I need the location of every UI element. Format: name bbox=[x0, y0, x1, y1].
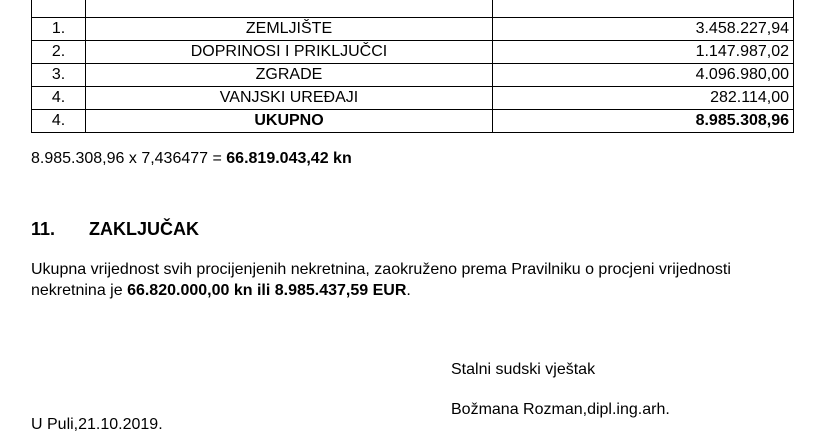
section-title: ZAKLJUČAK bbox=[89, 219, 199, 239]
conclusion-end: . bbox=[406, 282, 411, 299]
cell-value: 282.114,00 bbox=[493, 87, 794, 110]
cell-num: 3. bbox=[32, 64, 86, 87]
table-row bbox=[32, 87, 794, 110]
cell-desc: DOPRINOSI I PRIKLJUČCI bbox=[86, 41, 493, 64]
conversion-calculation bbox=[31, 150, 352, 168]
section-heading bbox=[31, 219, 199, 240]
expert-title: Stalni sudski vještak bbox=[451, 361, 596, 378]
conclusion-paragraph bbox=[31, 259, 791, 301]
cost-summary-table bbox=[31, 0, 794, 133]
table-row bbox=[32, 0, 794, 18]
expert-name: Božmana Rozman,dipl.ing.arh. bbox=[451, 401, 670, 418]
cell-num: 2. bbox=[32, 41, 86, 64]
cell-value: 4.096.980,00 bbox=[493, 64, 794, 87]
calc-result: 66.819.043,42 kn bbox=[226, 150, 352, 167]
cell-num: 1. bbox=[32, 18, 86, 41]
table-total-row bbox=[32, 110, 794, 133]
cell-desc bbox=[86, 0, 493, 18]
cell-value: 3.458.227,94 bbox=[493, 18, 794, 41]
cell-desc: UKUPNO bbox=[86, 110, 493, 133]
cell-desc: ZEMLJIŠTE bbox=[86, 18, 493, 41]
cell-value: 8.985.308,96 bbox=[493, 110, 794, 133]
conclusion-value: 66.820.000,00 kn ili 8.985.437,59 EUR bbox=[127, 282, 407, 299]
section-number: 11. bbox=[31, 219, 56, 239]
cell-desc: VANJSKI UREĐAJI bbox=[86, 87, 493, 110]
calc-expression: 8.985.308,96 x 7,436477 = bbox=[31, 150, 227, 167]
place-date: U Puli,21.10.2019. bbox=[31, 416, 163, 433]
table-row bbox=[32, 41, 794, 64]
table-row bbox=[32, 64, 794, 87]
cell-num: 4. bbox=[32, 87, 86, 110]
conclusion-text: Ukupna vrijednost svih procijenjenih nekretnina, zaokruženo prema Pravilniku o procjeni vrijednosti nekretnina je bbox=[31, 261, 731, 299]
table-row bbox=[32, 18, 794, 41]
cell-desc: ZGRADE bbox=[86, 64, 493, 87]
cell-num bbox=[32, 0, 86, 18]
cell-num: 4. bbox=[32, 110, 86, 133]
cell-value bbox=[493, 0, 794, 18]
cell-value: 1.147.987,02 bbox=[493, 41, 794, 64]
